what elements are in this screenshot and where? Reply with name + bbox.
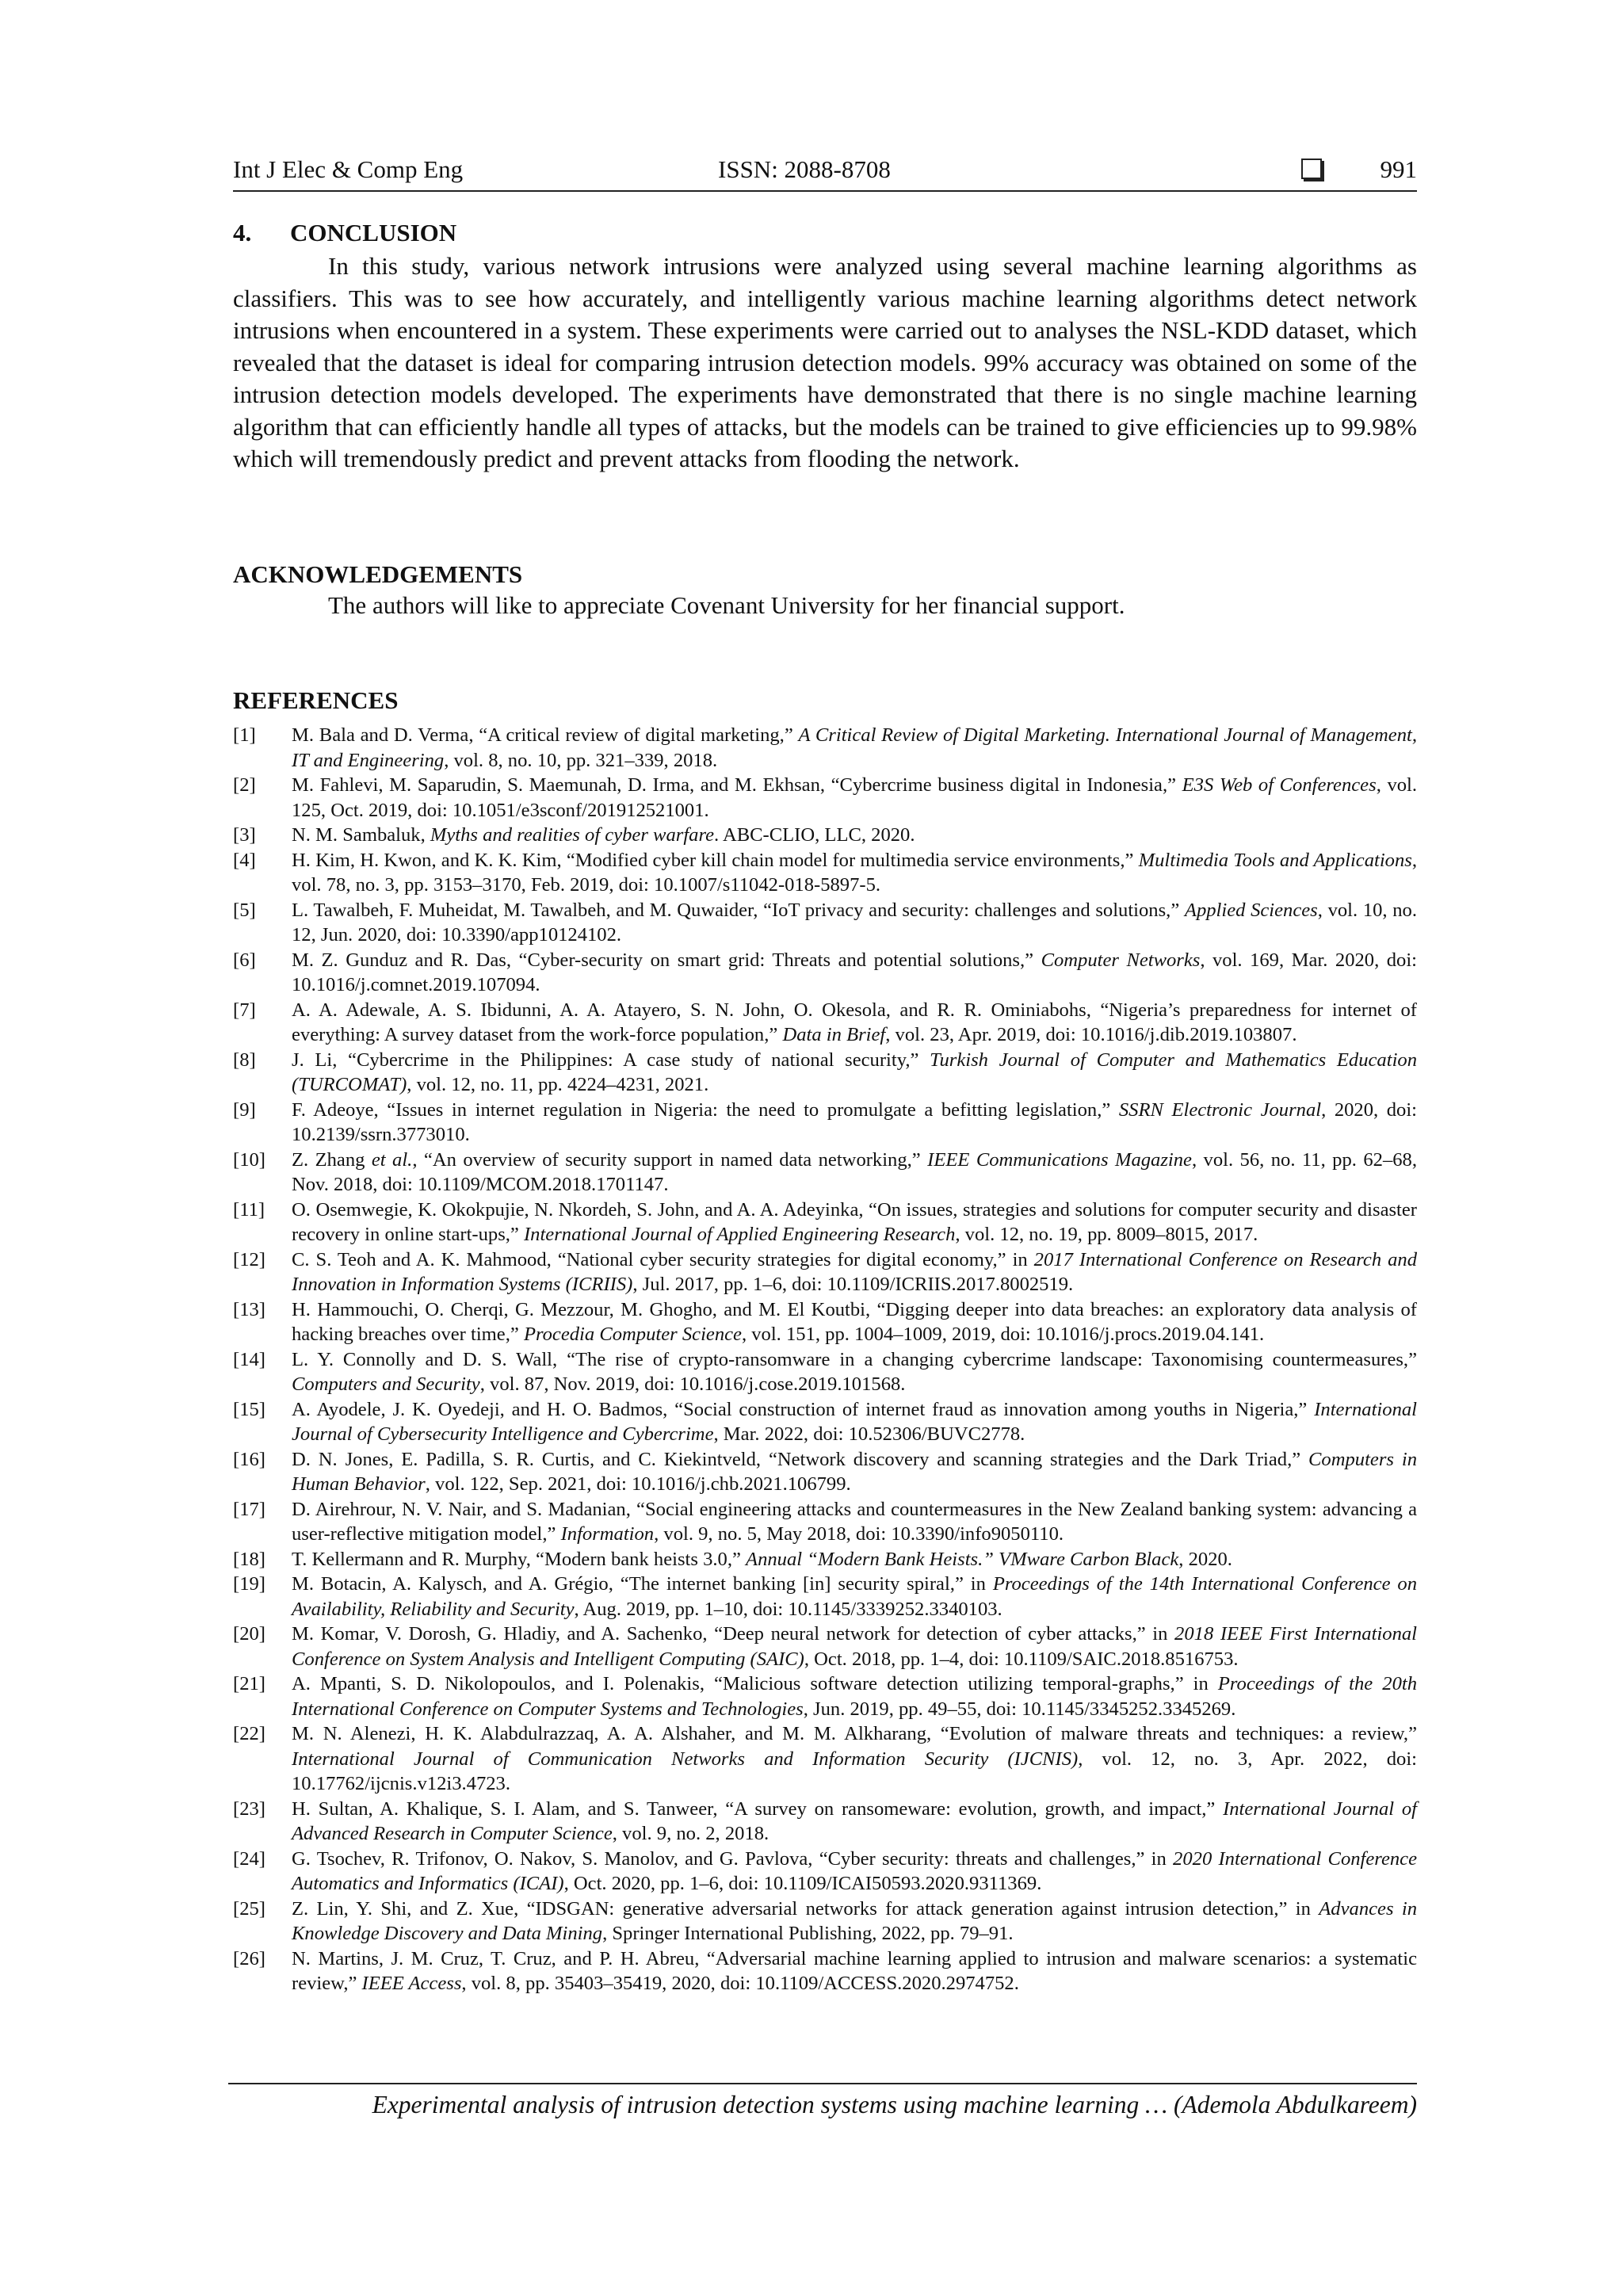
checkbox-icon — [1301, 159, 1322, 179]
reference-item — [233, 1847, 1417, 1897]
reference-number: [14] — [233, 1348, 265, 1370]
reference-item — [233, 1797, 1417, 1847]
reference-list — [233, 723, 1417, 1996]
reference-item — [233, 1198, 1417, 1247]
reference-number: [13] — [233, 1298, 265, 1320]
running-footer — [228, 2083, 1417, 2118]
reference-text: T. Kellermann and R. Murphy, “Modern bank heists 3.0,” Annual “Modern Bank Heists.” VMware Carbon Black, 2020. — [292, 1548, 1232, 1570]
reference-text: H. Kim, H. Kwon, and K. K. Kim, “Modified cyber kill chain model for multimedia service environments,” Multimedia Tools and Applications, vol. 78, no. 3, pp. 3153–3170, Feb. 2019, doi: 10.1007/s11042-018-5897-5. — [292, 849, 1417, 896]
reference-text: M. N. Alenezi, H. K. Alabdulrazzaq, A. A. Alshaher, and M. M. Alkharang, “Evolution of malware threats and techniques: a review,” International Journal of Communication Networks and Information Security (IJCNIS), vol. 12, no. 3, Apr. 2022, doi: 10.17762/ijcnis.v12i3.4723. — [292, 1723, 1417, 1794]
reference-number: [8] — [233, 1049, 256, 1071]
reference-text: O. Osemwegie, K. Okokpujie, N. Nkordeh, S. John, and A. A. Adeyinka, “On issues, strategies and solutions for computer security and disaster recovery in online start-ups,” International Journal of Applied Engineering Research, vol. 12, no. 19, pp. 8009–8015, 2017. — [292, 1198, 1417, 1245]
reference-text: A. A. Adewale, A. S. Ibidunni, A. A. Atayero, S. N. John, O. Okesola, and R. R. Ominiabohs, “Nigeria’s preparedness for internet of everything: A survey dataset from the work-force population,” Data in Brief, vol. 23, Apr. 2019, doi: 10.1016/j.dib.2019.103807. — [292, 999, 1417, 1045]
footer-text: Experimental analysis of intrusion detection systems using machine learning … (Ademola Abdulkareem) — [372, 2091, 1417, 2118]
reference-number: [9] — [233, 1098, 256, 1121]
reference-item — [233, 1247, 1417, 1297]
reference-text: M. Botacin, A. Kalysch, and A. Grégio, “The internet banking [in] security spiral,” in Proceedings of the 14th International Conference on Availability, Reliability and Security, Aug. 2019, pp. 1–10, doi: 10.1145/3339252.3340103. — [292, 1573, 1417, 1620]
reference-number: [10] — [233, 1148, 265, 1171]
reference-text: L. Y. Connolly and D. S. Wall, “The rise of crypto-ransomware in a changing cybercrime landscape: Taxonomising countermeasures,” Computers and Security, vol. 87, Nov. 2019, doi: 10.1016/j.cose.2019.101568. — [292, 1348, 1417, 1395]
reference-text: A. Ayodele, J. K. Oyedeji, and H. O. Badmos, “Social construction of internet fraud as innovation among youths in Nigeria,” International Journal of Cybersecurity Intelligence and Cybercrime, Mar. 2022, doi: 10.52306/BUVC2778. — [292, 1398, 1417, 1445]
reference-text: F. Adeoye, “Issues in internet regulation in Nigeria: the need to promulgate a befitting legislation,” SSRN Electronic Journal, 2020, doi: 10.2139/ssrn.3773010. — [292, 1098, 1417, 1145]
section-number: 4. — [233, 219, 252, 246]
reference-item — [233, 1721, 1417, 1797]
reference-text: L. Tawalbeh, F. Muheidat, M. Tawalbeh, and M. Quwaider, “IoT privacy and security: challenges and solutions,” Applied Sciences, vol. 10, no. 12, Jun. 2020, doi: 10.3390/app10124102. — [292, 899, 1417, 946]
reference-item — [233, 723, 1417, 773]
reference-text: N. M. Sambaluk, Myths and realities of cyber warfare. ABC-CLIO, LLC, 2020. — [292, 824, 915, 846]
reference-number: [3] — [233, 824, 256, 846]
reference-number: [22] — [233, 1723, 265, 1744]
reference-number: [21] — [233, 1673, 265, 1694]
conclusion-heading — [233, 219, 456, 247]
reference-number: [5] — [233, 899, 256, 921]
reference-number: [6] — [233, 949, 256, 971]
reference-number: [12] — [233, 1248, 265, 1270]
reference-number: [7] — [233, 999, 256, 1021]
reference-text: M. Z. Gunduz and R. Das, “Cyber-security on smart grid: Threats and potential solutions,” Computer Networks, vol. 169, Mar. 2020, doi: 10.1016/j.comnet.2019.107094. — [292, 949, 1417, 995]
reference-text: M. Fahlevi, M. Saparudin, S. Maemunah, D. Irma, and M. Ekhsan, “Cybercrime business digital in Indonesia,” E3S Web of Conferences, vol. 125, Oct. 2019, doi: 10.1051/e3sconf/201912521001. — [292, 774, 1418, 821]
reference-text: H. Sultan, A. Khalique, S. I. Alam, and S. Tanweer, “A survey on ransomeware: evolution, growth, and impact,” International Journal of Advanced Research in Computer Science, vol. 9, no. 2, 2018. — [292, 1797, 1417, 1844]
reference-item — [233, 1297, 1417, 1347]
reference-number: [1] — [233, 724, 256, 746]
reference-item — [233, 1397, 1417, 1447]
page-number: 991 — [1380, 155, 1417, 183]
reference-item — [233, 1897, 1417, 1946]
conclusion-paragraph: In this study, various network intrusions were analyzed using several machine learning algorithms as classifiers. This was to see how accurately, and intelligently various machine learning algorithms detect network intrusions when encountered in a system. These experiments were carried out to analyses the NSL-KDD dataset, which revealed that the dataset is ideal for comparing intrusion detection models. 99% accuracy was obtained on some of the intrusion detection models developed. The experiments have demonstrated that there is no single machine learning algorithm that can efficiently handle all types of attacks, but the models can be trained to give efficiencies up to 99.98% which will tremendously predict and prevent attacks from flooding the network. — [233, 252, 1417, 472]
reference-number: [2] — [233, 774, 256, 796]
reference-number: [23] — [233, 1797, 265, 1820]
reference-text: C. S. Teoh and A. K. Mahmood, “National cyber security strategies for digital economy,” in 2017 International Conference on Research and Innovation in Information Systems (ICRIIS), Jul. 2017, pp. 1–6, doi: 10.1109/ICRIIS.2017.8002519. — [292, 1248, 1418, 1295]
reference-number: [11] — [233, 1198, 265, 1221]
reference-item — [233, 1572, 1417, 1622]
reference-item — [233, 773, 1417, 823]
reference-text: Z. Lin, Y. Shi, and Z. Xue, “IDSGAN: generative adversarial networks for attack generation against intrusion detection,” in Advances in Knowledge Discovery and Data Mining, Springer International Publishing, 2022, pp. 79–91. — [292, 1897, 1418, 1944]
reference-item — [233, 898, 1417, 948]
reference-text: D. Airehrour, N. V. Nair, and S. Madanian, “Social engineering attacks and countermeasures in the New Zealand banking system: advancing a user-reflective mitigation model,” Information, vol. 9, no. 5, May 2018, doi: 10.3390/info9050110. — [292, 1498, 1417, 1545]
reference-item — [233, 1048, 1417, 1098]
reference-number: [15] — [233, 1398, 265, 1420]
journal-name: Int J Elec & Comp Eng — [233, 155, 464, 183]
reference-item — [233, 1671, 1417, 1721]
reference-text: D. N. Jones, E. Padilla, S. R. Curtis, and C. Kiekintveld, “Network discovery and scanning strategies and the Dark Triad,” Computers in Human Behavior, vol. 122, Sep. 2021, doi: 10.1016/j.chb.2021.106799. — [292, 1448, 1417, 1495]
reference-item — [233, 948, 1417, 998]
references-heading: REFERENCES — [233, 686, 399, 714]
reference-text: A. Mpanti, S. D. Nikolopoulos, and I. Polenakis, “Malicious software detection utilizing temporal-graphs,” in Proceedings of the 20th International Conference on Computer Systems and Technologies, Jun. 2019, pp. 49–55, doi: 10.1145/3345252.3345269. — [292, 1673, 1417, 1720]
reference-item — [233, 848, 1417, 898]
reference-number: [18] — [233, 1548, 265, 1570]
reference-text: M. Komar, V. Dorosh, G. Hladiy, and A. Sachenko, “Deep neural network for detection of cyber attacks,” in 2018 IEEE First International Conference on System Analysis and Intelligent Computing (SAIC), Oct. 2018, pp. 1–4, doi: 10.1109/SAIC.2018.8516753. — [292, 1623, 1417, 1670]
reference-item — [233, 823, 1417, 848]
reference-text: M. Bala and D. Verma, “A critical review of digital marketing,” A Critical Review of Digital Marketing. International Journal of Management, IT and Engineering, vol. 8, no. 10, pp. 321–339, 2018. — [292, 724, 1417, 771]
reference-item — [233, 1547, 1417, 1572]
reference-number: [25] — [233, 1897, 265, 1920]
reference-text: Z. Zhang et al., “An overview of security support in named data networking,” IEEE Communications Magazine, vol. 56, no. 11, pp. 62–68, Nov. 2018, doi: 10.1109/MCOM.2018.1701147. — [292, 1148, 1417, 1195]
reference-item — [233, 1347, 1417, 1397]
reference-text: H. Hammouchi, O. Cherqi, G. Mezzour, M. Ghogho, and M. El Koutbi, “Digging deeper into data breaches: an exploratory data analysis of hacking breaches over time,” Procedia Computer Science, vol. 151, pp. 1004–1009, 2019, doi: 10.1016/j.procs.2019.04.141. — [292, 1298, 1417, 1345]
acknowledgements-heading: ACKNOWLEDGEMENTS — [233, 560, 523, 588]
reference-item — [233, 1148, 1417, 1198]
reference-number: [4] — [233, 849, 256, 871]
reference-item — [233, 1622, 1417, 1671]
reference-number: [16] — [233, 1448, 265, 1470]
reference-text: N. Martins, J. M. Cruz, T. Cruz, and P. H. Abreu, “Adversarial machine learning applied to intrusion and malware scenarios: a systematic review,” IEEE Access, vol. 8, pp. 35403–35419, 2020, doi: 10.1109/ACCESS.2020.2974752. — [292, 1947, 1417, 1994]
reference-number: [24] — [233, 1847, 265, 1870]
issn: ISSN: 2088-8708 — [718, 155, 891, 183]
reference-item — [233, 1946, 1417, 1996]
reference-number: [20] — [233, 1623, 265, 1645]
reference-number: [17] — [233, 1498, 265, 1520]
reference-text: J. Li, “Cybercrime in the Philippines: A case study of national security,” Turkish Journal of Computer and Mathematics Education (TURCOMAT), vol. 12, no. 11, pp. 4224–4231, 2021. — [292, 1049, 1417, 1095]
running-header — [233, 155, 1417, 192]
section-title: CONCLUSION — [290, 219, 457, 246]
reference-item — [233, 1497, 1417, 1547]
reference-number: [19] — [233, 1573, 265, 1595]
conclusion-body — [233, 250, 1417, 476]
reference-number: [26] — [233, 1947, 265, 1969]
reference-item — [233, 1447, 1417, 1497]
acknowledgements-body: The authors will like to appreciate Covenant University for her financial support. — [328, 591, 1125, 619]
reference-item — [233, 1098, 1417, 1148]
reference-item — [233, 998, 1417, 1048]
reference-text: G. Tsochev, R. Trifonov, O. Nakov, S. Manolov, and G. Pavlova, “Cyber security: threats and challenges,” in 2020 International Conference Automatics and Informatics (ICAI), Oct. 2020, pp. 1–6, doi: 10.1109/ICAI50593.2020.9311369. — [292, 1847, 1417, 1894]
